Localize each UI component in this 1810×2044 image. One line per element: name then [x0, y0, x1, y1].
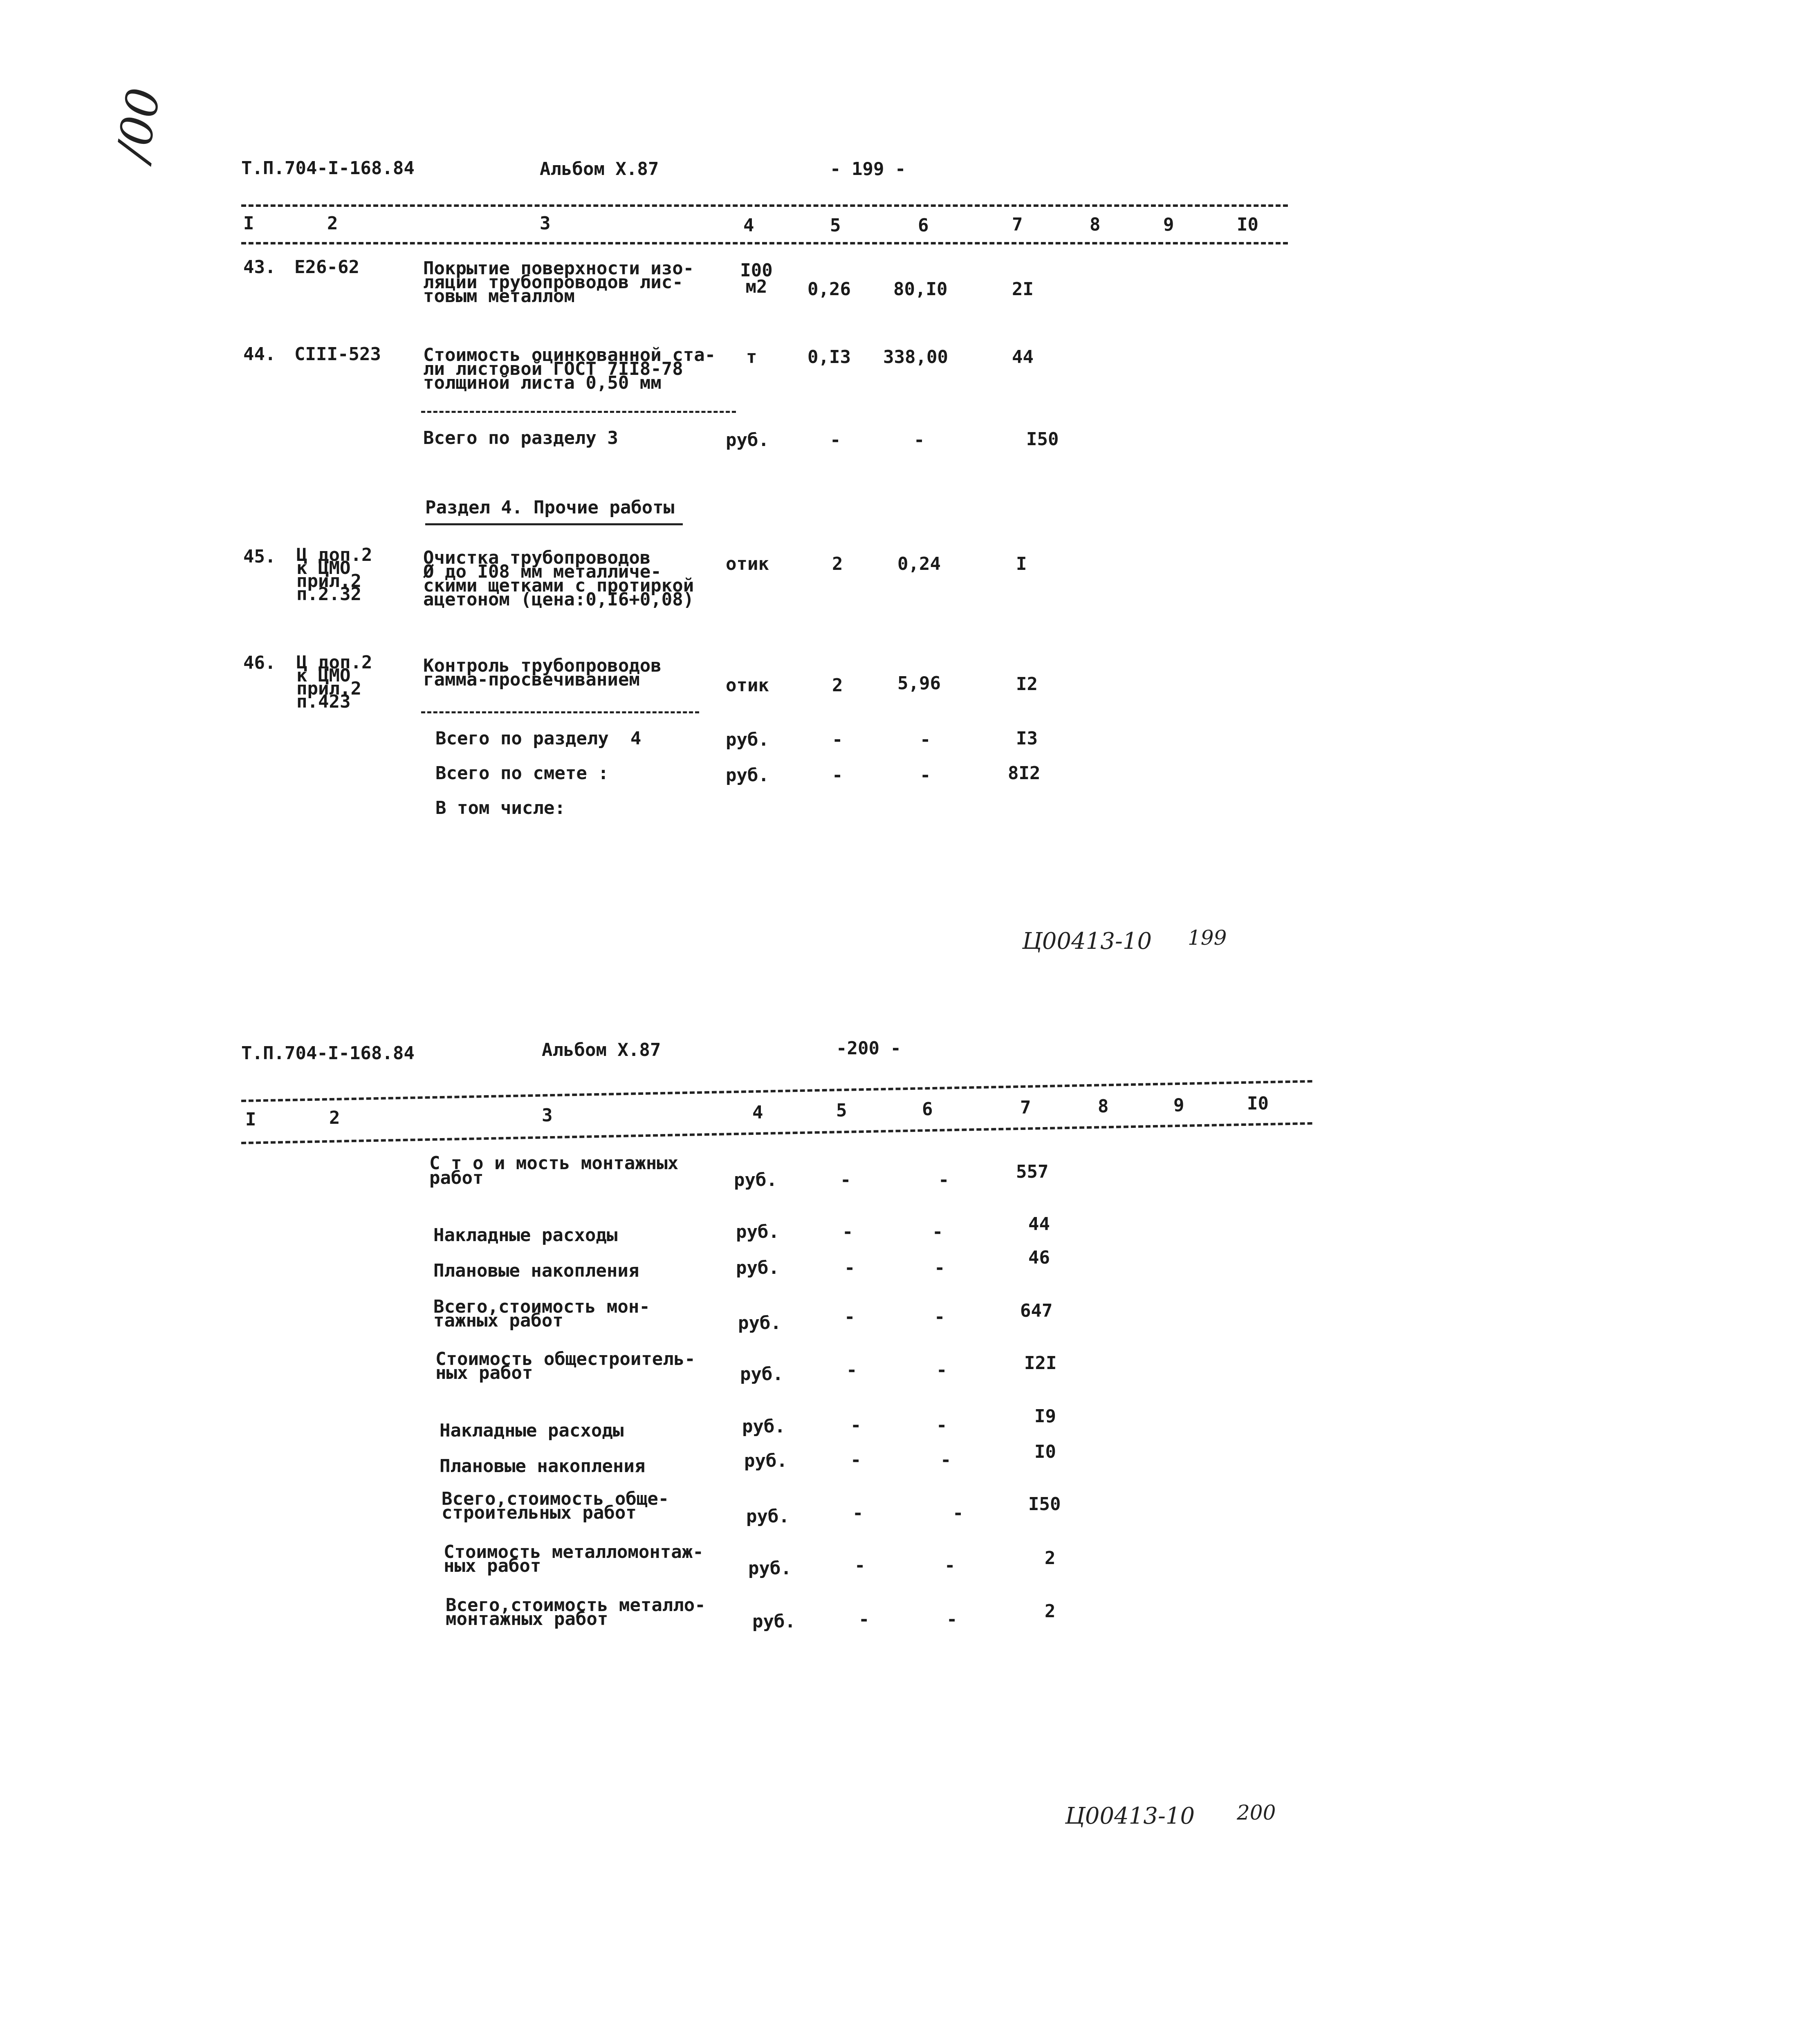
- row-description: Очистка трубопроводов Ø до I08 мм металличе- скими щетками с протиркой ацетоном (цена:0,I6+0,08): [423, 547, 694, 610]
- col-header-7: 7: [1012, 214, 1023, 235]
- row-code: Ц доп.2 к ЦМО прил.2 п.2.32: [296, 545, 372, 605]
- row-price: -: [934, 1307, 945, 1327]
- row-total: 557: [1016, 1161, 1049, 1182]
- header-top-rule: [241, 1080, 1312, 1102]
- row-total: 2: [1045, 1548, 1056, 1569]
- col-header-8: 8: [1098, 1096, 1109, 1117]
- row-description: Покрытие поверхности изо- ляции трубопроводов лис- товым металлом: [423, 258, 694, 307]
- row-description: Стоимость оцинкованной ста- ли листовой ГОСТ 7II8-78 толщиной листа 0,50 мм: [423, 345, 716, 393]
- row-price: 338,00: [883, 347, 948, 368]
- row-quantity: -: [855, 1555, 866, 1576]
- row-description: С т о и мость монтажных работ: [429, 1153, 679, 1188]
- section4-total-qty: -: [832, 729, 843, 750]
- row-price: 80,I0: [893, 279, 948, 300]
- row-unit: руб.: [736, 1257, 779, 1278]
- row-price: -: [946, 1609, 958, 1630]
- row-quantity: -: [850, 1450, 861, 1470]
- row-unit: т: [746, 347, 757, 368]
- section4-total-value: I3: [1016, 728, 1038, 749]
- row-unit: руб.: [740, 1364, 783, 1385]
- row-unit: I00 м2: [740, 260, 773, 297]
- row-quantity: -: [850, 1415, 861, 1436]
- row-code: Ц доп.2 к ЦМО прил.2 п.423: [296, 652, 372, 712]
- row-quantity: -: [844, 1307, 855, 1327]
- row-price: -: [938, 1170, 949, 1190]
- row-unit: отик: [726, 554, 769, 574]
- row-unit: руб.: [734, 1170, 777, 1190]
- album-label: Альбом Х.87: [540, 159, 659, 179]
- row-total: 44: [1028, 1214, 1050, 1235]
- row-description: Всего,стоимость обще- строительных работ: [442, 1488, 669, 1523]
- section3-total-unit: руб.: [726, 430, 769, 450]
- section3-total-value: I50: [1026, 429, 1059, 450]
- row-quantity: -: [840, 1170, 851, 1190]
- row-total: I0: [1034, 1441, 1056, 1462]
- including-label: В том числе:: [435, 798, 565, 818]
- row-price: -: [936, 1360, 947, 1381]
- archive-stamp: Ц00413-10: [1022, 928, 1152, 955]
- archive-stamp-page: 200: [1237, 1801, 1276, 1824]
- col-header-5: 5: [830, 215, 841, 236]
- row-total: 2I: [1012, 279, 1034, 300]
- col-header-8: 8: [1090, 214, 1101, 235]
- header-bottom-rule: [241, 242, 1288, 244]
- estimate-total-unit: руб.: [726, 765, 769, 786]
- row-quantity: -: [859, 1609, 870, 1630]
- estimate-total-label: Всего по смете :: [435, 763, 609, 784]
- col-header-10: I0: [1237, 214, 1258, 235]
- subtotal-rule: [421, 711, 699, 713]
- row-total: 46: [1028, 1247, 1050, 1268]
- col-header-1: I: [243, 213, 254, 234]
- row-unit: отик: [726, 675, 769, 696]
- row-unit: руб.: [738, 1313, 781, 1334]
- row-quantity: 2: [832, 675, 843, 696]
- col-header-9: 9: [1173, 1095, 1184, 1116]
- section3-total-label: Всего по разделу 3: [423, 428, 618, 448]
- section3-total-qty: -: [830, 430, 841, 450]
- estimate-total-value: 8I2: [1008, 763, 1041, 784]
- row-quantity: -: [852, 1503, 864, 1524]
- row-quantity: 2: [832, 554, 843, 574]
- col-header-6: 6: [922, 1099, 933, 1120]
- header-top-rule: [241, 204, 1288, 207]
- section4-total-unit: руб.: [726, 729, 769, 750]
- archive-stamp: Ц00413-10: [1065, 1803, 1195, 1829]
- col-header-4: 4: [752, 1102, 763, 1123]
- row-price: -: [953, 1503, 964, 1524]
- col-header-3: 3: [542, 1105, 553, 1126]
- album-label: Альбом Х.87: [542, 1040, 661, 1060]
- estimate-total-price: -: [920, 765, 931, 786]
- col-header-1: I: [245, 1109, 256, 1130]
- row-unit: руб.: [746, 1506, 789, 1527]
- row-description: Всего,стоимость металло- монтажных работ: [446, 1595, 706, 1629]
- row-description: Стоимость металломонтаж- ных работ: [444, 1542, 704, 1576]
- row-quantity: -: [844, 1257, 855, 1278]
- col-header-10: I0: [1247, 1093, 1269, 1114]
- row-quantity: 0,26: [807, 279, 851, 300]
- row-quantity: 0,I3: [807, 347, 851, 368]
- row-unit: руб.: [744, 1450, 787, 1471]
- row-unit: руб.: [742, 1416, 785, 1437]
- row-code: СIII-523: [294, 344, 381, 365]
- section4-total-price: -: [920, 729, 931, 750]
- doc-code: Т.П.704-I-168.84: [241, 1043, 415, 1064]
- col-header-9: 9: [1163, 214, 1174, 235]
- row-number: 45.: [243, 546, 276, 567]
- row-total: I50: [1028, 1494, 1061, 1515]
- subtotal-rule: [421, 411, 736, 413]
- page-number: -200 -: [836, 1038, 901, 1059]
- row-total: I: [1016, 554, 1027, 574]
- row-unit: руб.: [748, 1558, 792, 1579]
- col-header-6: 6: [918, 215, 929, 236]
- row-price: -: [934, 1257, 945, 1278]
- col-header-2: 2: [329, 1107, 340, 1128]
- row-price: 0,24: [897, 554, 941, 574]
- row-description: Стоимость общестроитель- ных работ: [435, 1349, 695, 1383]
- row-description: Контроль трубопроводов гамма-просвечиванием: [423, 655, 662, 690]
- row-number: 46.: [243, 652, 276, 673]
- row-description: Накладные расходы: [440, 1420, 624, 1441]
- row-description: Плановые накопления: [433, 1260, 639, 1281]
- row-total: I2I: [1024, 1353, 1057, 1374]
- row-total: 44: [1012, 347, 1034, 368]
- row-price: 5,96: [897, 673, 941, 694]
- section3-total-price: -: [914, 430, 925, 450]
- section4-total-label: Всего по разделу 4: [435, 728, 641, 749]
- row-total: I2: [1016, 674, 1038, 695]
- section4-heading: Раздел 4. Прочие работы: [425, 497, 675, 518]
- estimate-total-qty: -: [832, 765, 843, 786]
- col-header-5: 5: [836, 1100, 847, 1121]
- row-price: -: [936, 1415, 947, 1436]
- col-header-4: 4: [743, 215, 754, 236]
- archive-stamp-page: 199: [1188, 926, 1227, 950]
- col-header-7: 7: [1020, 1097, 1031, 1118]
- row-total: 647: [1020, 1300, 1053, 1321]
- row-code: Е26-62: [294, 257, 359, 278]
- margin-note: /00: [106, 84, 170, 165]
- row-number: 43.: [243, 257, 276, 278]
- row-description: Всего,стоимость мон- тажных работ: [433, 1296, 650, 1331]
- row-unit: руб.: [736, 1221, 779, 1242]
- doc-code: Т.П.704-I-168.84: [241, 158, 415, 179]
- row-price: -: [940, 1450, 951, 1470]
- row-unit: руб.: [752, 1611, 796, 1632]
- row-number: 44.: [243, 344, 276, 365]
- row-description: Плановые накопления: [440, 1456, 646, 1477]
- row-total: I9: [1034, 1406, 1056, 1427]
- row-price: -: [932, 1221, 943, 1242]
- row-price: -: [944, 1555, 955, 1576]
- row-description: Накладные расходы: [433, 1225, 618, 1246]
- row-quantity: -: [846, 1360, 857, 1381]
- row-quantity: -: [842, 1221, 853, 1242]
- header-bottom-rule: [241, 1122, 1312, 1144]
- section4-heading-underline: [425, 523, 683, 525]
- page-number: - 199 -: [830, 159, 906, 179]
- col-header-2: 2: [327, 213, 338, 234]
- col-header-3: 3: [540, 213, 551, 234]
- row-total: 2: [1045, 1601, 1056, 1622]
